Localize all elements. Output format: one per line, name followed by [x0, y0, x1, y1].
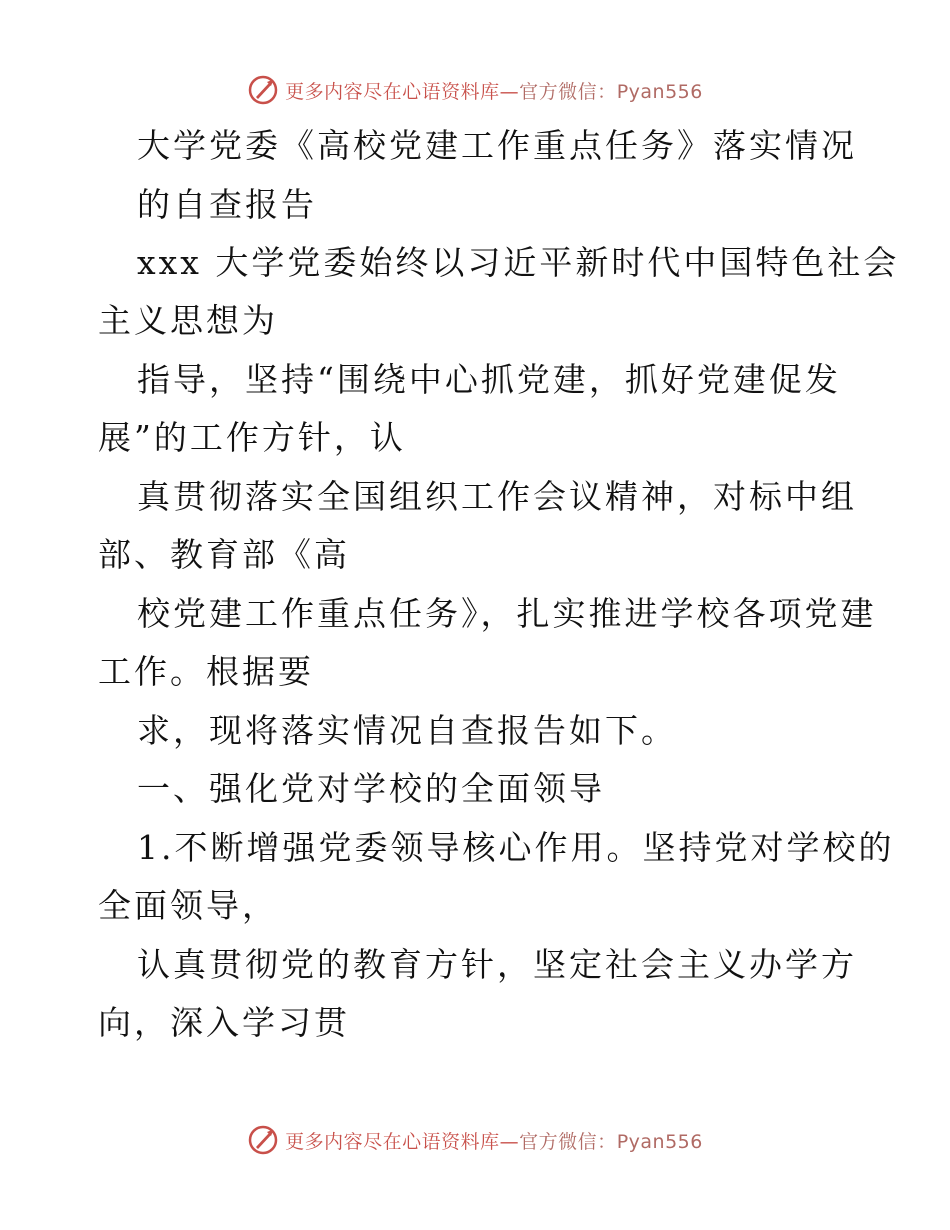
section-heading: 一、强化党对学校的全面领导	[137, 769, 605, 808]
document-title-line-2: 的自查报告	[137, 185, 317, 224]
header-watermark	[0, 70, 950, 110]
paragraph-line: 1.不断增强党委领导核心作用。坚持党对学校的	[137, 828, 895, 867]
paragraph-line: 向，深入学习贯	[98, 1003, 350, 1042]
document-title-line-1: 大学党委《高校党建工作重点任务》落实情况	[137, 126, 857, 165]
paragraph-line: 展”的工作方针，认	[98, 418, 406, 457]
quill-logo-icon	[247, 1124, 279, 1156]
paragraph-line: 校党建工作重点任务》，扎实推进学校各项党建	[137, 594, 877, 633]
paragraph-line: 工作。根据要	[98, 652, 314, 691]
quill-logo-icon	[247, 74, 279, 106]
paragraph-line: 认真贯彻党的教育方针，坚定社会主义办学方	[137, 945, 857, 984]
paragraph-line: 部、教育部《高	[98, 535, 350, 574]
paragraph-line: 全面领导，	[98, 886, 278, 925]
watermark-text: 更多内容尽在心语资料库—官方微信：Pyan556	[285, 1130, 703, 1153]
paragraph-line: xxx 大学党委始终以习近平新时代中国特色社会	[137, 243, 900, 282]
paragraph-line: 真贯彻落实全国组织工作会议精神，对标中组	[137, 477, 857, 516]
paragraph-line: 求，现将落实情况自查报告如下。	[137, 711, 677, 750]
paragraph-line: 主义思想为	[98, 301, 278, 340]
footer-watermark	[0, 1120, 950, 1160]
watermark-text: 更多内容尽在心语资料库—官方微信：Pyan556	[285, 80, 703, 103]
paragraph-line: 指导，坚持“围绕中心抓党建，抓好党建促发	[137, 360, 841, 399]
